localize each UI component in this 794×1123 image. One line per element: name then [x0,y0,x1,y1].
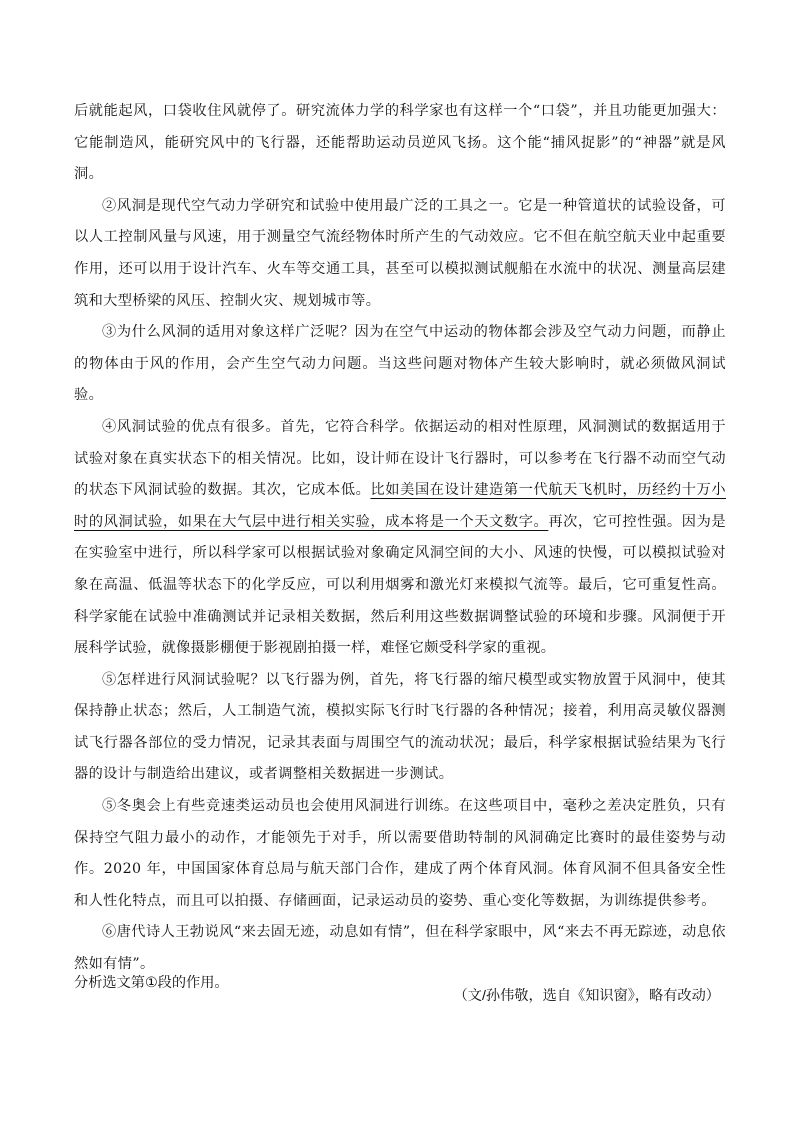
paragraph-1-continued [74,96,726,191]
paragraph-2-text: ②风洞是现代空气动力学研究和试验中使用最广泛的工具之一。它是一种管道状的试验设备，可以人工控制风量与风速，用于测量空气流经物体时所产生的气动效应。它不但在航空航天业中起重要作用，还可以用于设计汽车、火车等交通工具，甚至可以模拟测试舰船在水流中的状况、测量高层建筑和大型桥梁的风压、控制火灾、规划城市等。 [74,197,726,309]
question-prompt: 分析选文第①段的作用。 [74,975,229,991]
paragraph-4-underlined-sentence: 比如美国在设计建造第一代航天飞机时，历经约十万小时的风洞试验，如果在大气层中进行相关实验，成本将是一个天文数字。 [74,482,726,530]
article-body [74,96,726,1012]
paragraph-1-text: 后就能起风，口袋收住风就停了。研究流体力学的科学家也有这样一个“口袋”，并且功能更加强大：它能制造风，能研究风中的飞行器，还能帮助运动员逆风飞扬。这个能“捕风捉影”的“神器”就是风洞。 [74,103,726,183]
paragraph-4-text-before: ④风洞试验的优点有很多。首先，它符合科学。依据运动的相对性原理，风洞测试的数据适用于试验对象在真实状态下的相关情况。比如，设计师在设计飞行器时，可以参考在飞行器不动而空气动的状态下风洞试验的数据。其次，它成本低。 [74,418,726,499]
paragraph-5-text: ⑤怎样进行风洞试验呢？以飞行器为例，首先，将飞行器的缩尺模型或实物放置于风洞中，使其保持静止状态；然后，人工制造气流，模拟实际飞行时飞行器的各种情况；接着，利用高灵敏仪器测试飞行器各部位的受力情况，记录其表面与周围空气的流动状况；最后，科学家根据试验结果为飞行器的设计与制造给出建议，或者调整相关数据进一步测试。 [74,671,726,783]
paragraph-4-text-after: 再次，它可控性强。因为是在实验室中进行，所以科学家可以根据试验对象确定风洞空间的大小、风速的快慢，可以模拟试验对象在高温、低温等状态下的化学反应，可以利用烟雾和激光灯来模拟气流等。最后，它可重复性高。科学家能在试验中准确测试并记录相关数据，然后利用这些数据调整试验的环境和步骤。风洞便于开展科学试验，就像摄影棚便于影视剧拍摄一样，难怪它颇受科学家的重视。 [74,513,726,657]
paragraph-4 [74,412,726,665]
paragraph-6-text: ⑤冬奥会上有些竞速类运动员也会使用风洞进行训练。在这些项目中，毫秒之差决定胜负，只有保持空气阻力最小的动作，才能领先于对手，所以需要借助特制的风洞确定比赛时的最佳姿势与动作。2020 年，中国国家体育总局与航天部门合作，建成了两个体育风洞。体育风洞不但具备安全性和人性化特点，而且可以拍摄、存储画面，记录运动员的姿势、重心变化等数据，为训练提供参考。 [74,798,726,909]
article-source: （文/孙伟敬，选自《知识窗》，略有改动） [453,987,720,1004]
paragraph-5 [74,665,726,791]
paragraph-7-text: ⑥唐代诗人王勃说风“来去固无迹，动息如有情”，但在科学家眼中，风“来去不再无踪迹，动息依然如有情”。 [74,924,726,973]
paragraph-3 [74,317,726,412]
paragraph-3-text: ③为什么风洞的适用对象这样广泛呢？因为在空气中运动的物体都会涉及空气动力问题，而静止的物体由于风的作用，会产生空气动力问题。当这些问题对物体产生较大影响时，就必须做风洞试验。 [74,324,726,404]
paragraph-6 [74,791,726,917]
paragraph-2 [74,191,726,317]
